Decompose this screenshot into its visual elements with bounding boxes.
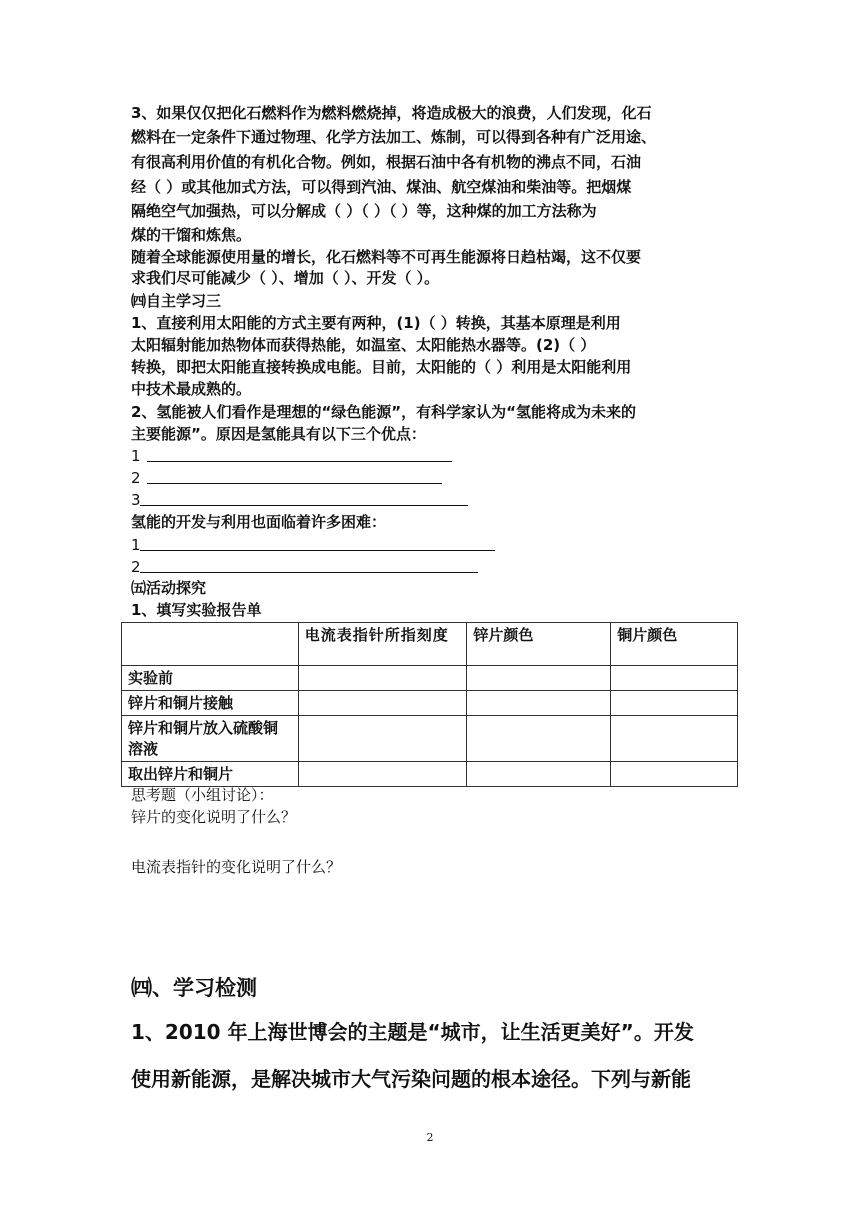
- table-row: [122, 716, 738, 762]
- table-header-cell: [122, 623, 299, 666]
- discussion-label: 思考题（小组讨论）：: [131, 786, 274, 804]
- answer-cell[interactable]: [467, 762, 611, 787]
- table-row: [122, 666, 738, 691]
- text-line: 转换，即把太阳能直接转换成电能。目前，太阳能的（ ）利用是太阳能利用: [131, 358, 632, 376]
- table-header-cell: 锌片颜色: [467, 623, 611, 666]
- answer-cell[interactable]: [611, 716, 738, 762]
- text-line: 燃料在一定条件下通过物理、化学方法加工、炼制，可以得到各种有广泛用途、: [131, 128, 657, 146]
- text-line: 中技术最成熟的。: [131, 380, 252, 398]
- text-line: 使用新能源，是解决城市大气污染问题的根本途径。下列与新能: [131, 1067, 691, 1091]
- table-header-cell: 铜片颜色: [611, 623, 738, 666]
- answer-cell[interactable]: [298, 666, 467, 691]
- answer-cell[interactable]: [467, 666, 611, 691]
- table-row: [122, 691, 738, 716]
- advantage-number: 3: [131, 491, 141, 509]
- question-text: 电流表指针的变化说明了什么？: [131, 858, 342, 876]
- advantage-number: 2: [131, 469, 141, 487]
- row-label: 锌片和铜片放入硫酸铜溶液: [122, 716, 299, 762]
- row-label: 取出锌片和铜片: [122, 762, 299, 787]
- advantage-number: 1: [131, 447, 141, 465]
- text-line: 1、直接利用太阳能的方式主要有两种，(1)（ ）转换，其基本原理是利用: [131, 314, 621, 332]
- text-line: 3、如果仅仅把化石燃料作为燃料燃烧掉，将造成极大的浪费，人们发现，化石: [131, 104, 652, 122]
- answer-blank-line[interactable]: [147, 483, 442, 484]
- table-row: [122, 762, 738, 787]
- question-text: 锌片的变化说明了什么？: [131, 808, 297, 826]
- answer-cell[interactable]: [298, 691, 467, 716]
- table-header-cell: 电流表指针所指刻度: [298, 623, 467, 666]
- text-line: 1、2010 年上海世博会的主题是“城市，让生活更美好”。开发: [131, 1020, 694, 1044]
- text-line: 煤的干馏和炼焦。: [131, 226, 252, 244]
- answer-cell[interactable]: [611, 691, 738, 716]
- answer-blank-line[interactable]: [140, 572, 478, 573]
- text-line: 求我们尽可能减少（ ）、增加（ ）、开发（ ）。: [131, 269, 440, 287]
- section-heading: ㈣、学习检测: [131, 976, 257, 1000]
- table-header-row: [122, 623, 738, 666]
- answer-blank-line[interactable]: [140, 505, 468, 506]
- text-line: 2、氢能被人们看作是理想的“绿色能源”，有科学家认为“氢能将成为未来的: [131, 403, 637, 421]
- answer-blank-line[interactable]: [140, 550, 495, 551]
- text-line: 随着全球能源使用量的增长，化石燃料等不可再生能源将日趋枯竭，这不仅要: [131, 248, 642, 266]
- answer-cell[interactable]: [467, 716, 611, 762]
- experiment-report-table: [121, 622, 738, 787]
- answer-cell[interactable]: [611, 666, 738, 691]
- section-heading: ㈤活动探究: [131, 579, 207, 597]
- section-subheading: 1、填写实验报告单: [131, 601, 262, 619]
- text-line: 太阳辐射能加热物体而获得热能，如温室、太阳能热水器等。(2)（ ）: [131, 336, 596, 354]
- answer-cell[interactable]: [611, 762, 738, 787]
- answer-cell[interactable]: [298, 716, 467, 762]
- answer-cell[interactable]: [467, 691, 611, 716]
- row-label: 实验前: [122, 666, 299, 691]
- difficulty-number: 1: [131, 536, 141, 554]
- section-heading: ㈣自主学习三: [131, 292, 222, 310]
- text-line: 经（ ）或其他加式方法，可以得到汽油、煤油、航空煤油和柴油等。把烟煤: [131, 178, 632, 196]
- answer-blank-line[interactable]: [147, 461, 452, 462]
- answer-cell[interactable]: [298, 762, 467, 787]
- text-line: 主要能源”。原因是氢能具有以下三个优点：: [131, 425, 426, 443]
- row-label: 锌片和铜片接触: [122, 691, 299, 716]
- text-line: 有很高利用价值的有机化合物。例如，根据石油中各有机物的沸点不同，石油: [131, 153, 642, 171]
- difficulties-intro: 氢能的开发与利用也面临着许多困难：: [131, 513, 387, 531]
- difficulty-number: 2: [131, 558, 141, 576]
- text-line: 隔绝空气加强热，可以分解成（ ）（ ）（ ）等，这种煤的加工方法称为: [131, 202, 597, 220]
- page-number: 2: [426, 1131, 434, 1144]
